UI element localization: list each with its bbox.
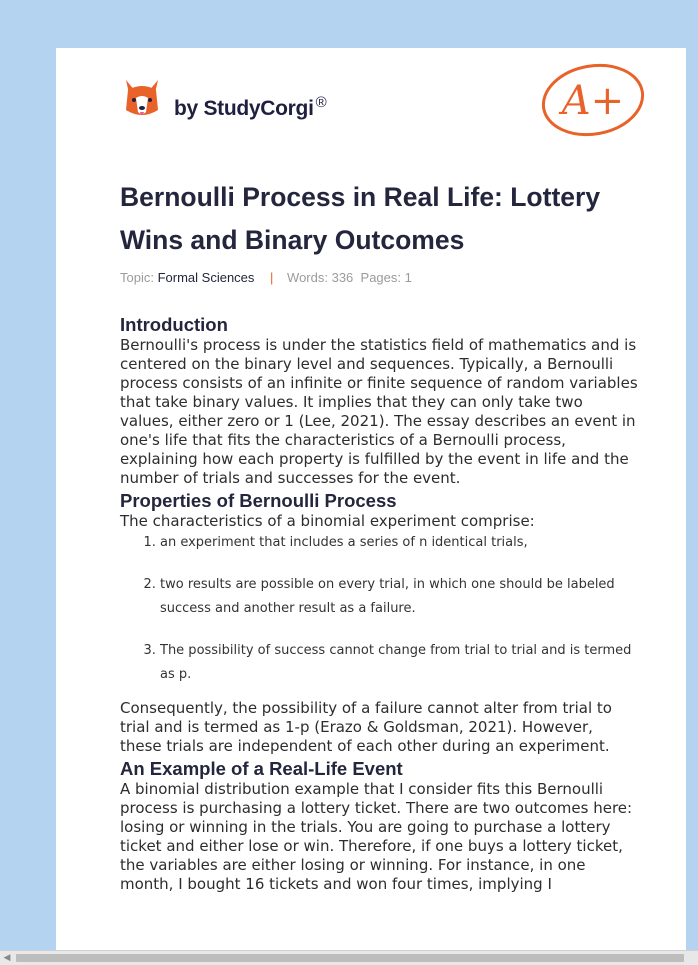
word-count: Words: 336: [287, 270, 354, 285]
topic-label: Topic:: [120, 270, 154, 285]
horizontal-scrollbar[interactable]: [0, 950, 698, 965]
introduction-paragraph: Bernoulli's process is under the statistics field of mathematics and is centered on the binary level and sequences. Typically, a Bernoulli process consists of an infinite or finite sequence of random variables that take binary values. It implies that they can only take two values, either zero or 1 (Lee, 2021). The essay describes an event in one's life that fits the characteristics of a Bernoulli process, explaining how each property is fulfilled by the event in life and the number of trials and successes for the event.: [120, 336, 638, 487]
corgi-logo-icon: [122, 76, 162, 122]
properties-paragraph: Consequently, the possibility of a failure cannot alter from trial to trial and is termed as 1-p (Erazo & Goldsman, 2021). However, these trials are independent of each other during an experiment.: [120, 699, 612, 755]
scroll-thumb[interactable]: [16, 954, 684, 962]
list-item: 3. The possibility of success cannot change from trial to trial and is termed as p.: [160, 639, 638, 687]
properties-intro: The characteristics of a binomial experiment comprise:: [120, 512, 535, 530]
section-heading-properties: Properties of Bernoulli Process: [120, 490, 397, 511]
essay-meta: [120, 270, 412, 285]
list-item: 2. two results are possible on every trial, in which one should be labeled success and another result as a failure.: [160, 573, 638, 621]
list-item: 1. an experiment that includes a series of n identical trials,: [160, 531, 638, 555]
grade-badge-text: A+: [561, 78, 625, 124]
registered-mark: ®: [315, 94, 327, 111]
scroll-left-arrow-icon[interactable]: ◀: [3, 953, 11, 963]
properties-list: [120, 531, 638, 687]
topic-link[interactable]: Formal Sciences: [157, 270, 255, 285]
section-heading-introduction: Introduction: [120, 314, 228, 335]
document-page: [56, 48, 686, 950]
page-title: Bernoulli Process in Real Life: Lottery Wins and Binary Outcomes: [120, 182, 601, 255]
brand-text: by StudyCorgi: [174, 97, 314, 120]
grade-badge: [538, 60, 648, 140]
meta-separator: |: [270, 270, 274, 285]
example-paragraph: A binomial distribution example that I consider fits this Bernoulli process is purchasing a lottery ticket. There are two outcomes here: losing or winning in the trials. You are going to purchase a lottery ticket and either lose or win. Therefore, if one buys a lottery ticket, the variables are either losing or winning. For instance, in one month, I bought 16 tickets and won four times, implying I: [120, 780, 633, 893]
section-heading-example: An Example of a Real-Life Event: [120, 758, 403, 779]
essay-body: [120, 314, 638, 894]
page-count: Pages: 1: [360, 270, 412, 285]
brand-name[interactable]: [174, 94, 326, 121]
